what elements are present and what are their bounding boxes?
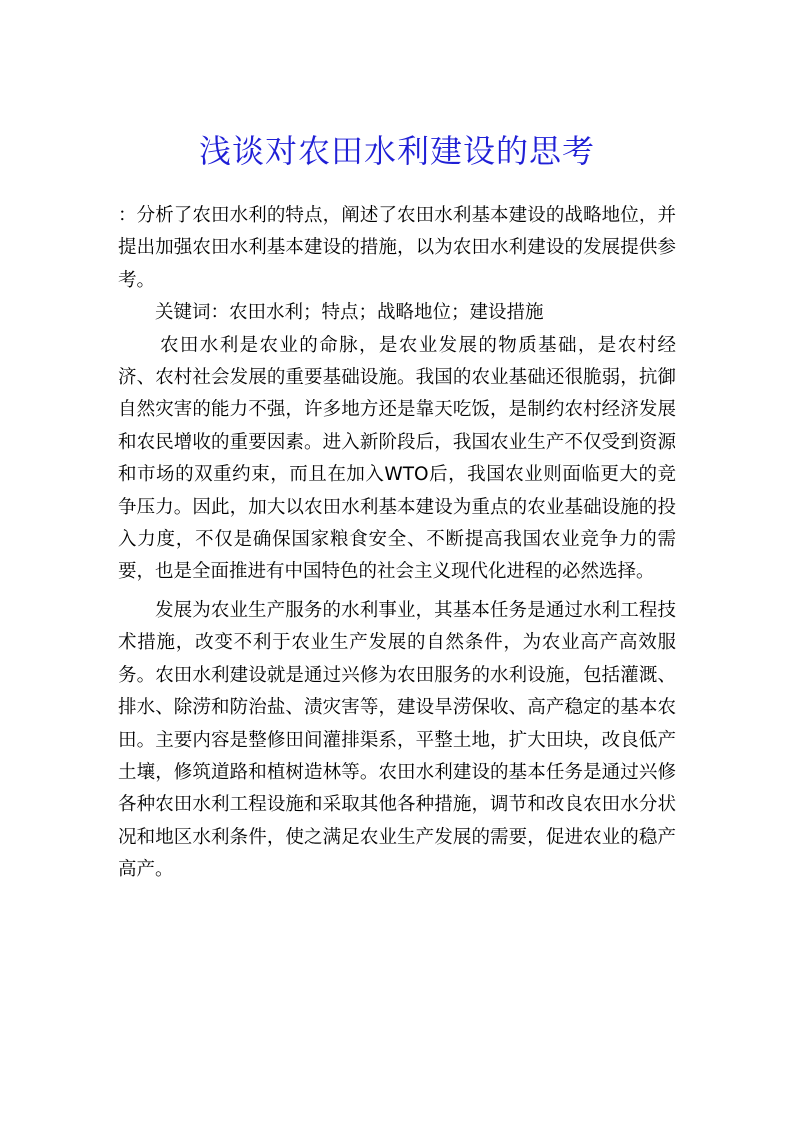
body-paragraph-1: 农田水利是农业的命脉，是农业发展的物质基础，是农村经济、农村社会发展的重要基础设施。我国的农业基础还很脆弱，抗御自然灾害的能力不强，许多地方还是靠天吃饭，是制约农村经济发展和农民增收的重要因素。进入新阶段后，我国农业生产不仅受到资源和市场的双重约束，而且在加入WTO后，我国农业则面临更大的竞争压力。因此，加大以农田水利基本建设为重点的农业基础设施的投入力度，不仅是确保国家粮食安全、不断提高我国农业竞争力的需要，也是全面推进有中国特色的社会主义现代化进程的必然选择。: [118, 334, 676, 583]
keywords-line: 关键词：农田水利；特点；战略地位；建设措施: [155, 302, 544, 324]
body-paragraph-2: 发展为农业生产服务的水利事业，其基本任务是通过水利工程技术措施，改变不利于农业生产发展的自然条件，为农业高产高效服务。农田水利建设就是通过兴修为农田服务的水利设施，包括灌溉、排水、除涝和防治盐、渍灾害等，建设旱涝保收、高产稳定的基本农田。主要内容是整修田间灌排渠系，平整土地，扩大田块，改良低产土壤，修筑道路和植树造林等。农田水利建设的基本任务是通过兴修各种农田水利工程设施和采取其他各种措施，调节和改良农田水分状况和地区水利条件，使之满足农业生产发展的需要，促进农业的稳产高产。: [118, 599, 676, 881]
document-title: 浅谈对农田水利建设的思考: [198, 132, 595, 170]
document-body: [118, 200, 676, 887]
abstract-paragraph: ：分析了农田水利的特点，阐述了农田水利基本建设的战略地位，并提出加强农田水利基本建设的措施，以为农田水利建设的发展提供参考。: [118, 205, 676, 291]
